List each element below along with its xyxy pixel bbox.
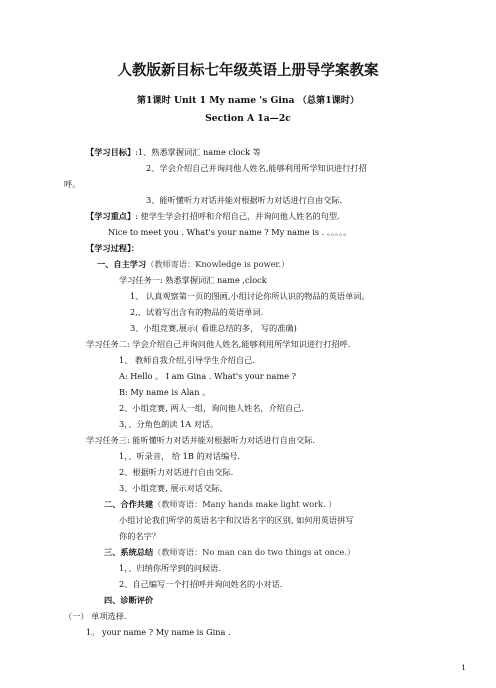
task2-item-3: B: My name is Alan 。 bbox=[119, 387, 211, 397]
focus-row bbox=[86, 211, 340, 222]
part2-head: 二、合作共建 bbox=[104, 499, 154, 509]
part1-note: （教师寄语：Knowledge is power.） bbox=[146, 259, 290, 269]
goal-3: 3、能听懂听力对话并能对根据听力对话进行自由交际. bbox=[146, 195, 343, 205]
part3-item-2: 2、自己编写一个打招呼并询问姓名的小对话. bbox=[119, 579, 283, 589]
part3-head: 三、系统总结 bbox=[104, 547, 154, 557]
focus-example: Nice to meet you . What's your name ? My name is . 。。。。。 bbox=[108, 227, 352, 237]
part2-body-1: 小组讨论我们所学的英语名字和汉语名字的区别, 如何用英语拼写 bbox=[119, 515, 354, 525]
task2-item-1: 1、 教师自我介绍,引导学生介绍自己. bbox=[119, 355, 255, 365]
goal-1: :1、熟悉掌握词汇 name clock 等 bbox=[135, 147, 261, 157]
task2-item-5: 3，、分角色朗读 1A 对话。 bbox=[119, 419, 219, 429]
part2-row bbox=[104, 499, 336, 510]
part2-note: （教师寄语：Many hands make light work. ） bbox=[153, 499, 337, 509]
part2-body-2: 你的名字？ bbox=[119, 531, 160, 541]
task1-item-1: 1、 认真观察第一页的图画,小组讨论你所认识的物品的英语单词。 bbox=[130, 291, 370, 301]
section-line: Section A 1a—2c bbox=[205, 113, 291, 124]
task3-item-3: 3、小组竞赛, 展示对话交际。 bbox=[119, 483, 228, 493]
part3-item-1: 1，、归纳你所学到的问候语. bbox=[119, 563, 221, 573]
focus-text: : 使学生学会打招呼和介绍自己，并询问他人姓名的句型. bbox=[135, 211, 340, 221]
task1-item-3: 3、小组竞赛,展示( 看谁总结的多， 写的准确) bbox=[130, 323, 297, 333]
task2-item-2: A: Hello 。 I am Gina . What's your name ? bbox=[119, 371, 297, 381]
task1-title: 学习任务一: 熟悉掌握词汇 name ,clock bbox=[119, 275, 267, 285]
part1-row bbox=[97, 259, 289, 270]
goals-row bbox=[86, 147, 261, 158]
part4-head: 四、诊断评价 bbox=[104, 595, 154, 605]
focus-label: 【学习重点】 bbox=[86, 211, 136, 221]
page-number: 1 bbox=[461, 663, 466, 672]
task2-item-4: 2、小组竞赛, 两人一组，询问他人姓名，介绍自己. bbox=[119, 403, 304, 413]
task3-title: 学习任务三: 能听懂听力对话并能对根据听力对话进行自由交际. bbox=[86, 435, 316, 445]
goal-2-cont: 呼。 bbox=[64, 179, 81, 189]
task1-item-2: 2,、试着写出含有的物品的英语单词. bbox=[130, 307, 264, 317]
lesson-line: 第1课时 Unit 1 My name 's Gina （总第1课时） bbox=[136, 95, 360, 106]
part1-head: 一、自主学习 bbox=[97, 259, 147, 269]
part3-row bbox=[104, 547, 355, 558]
task2-title: 学习任务二: 学会介绍自己并询问他人姓名,能够利用所学知识进行打招呼. bbox=[86, 339, 351, 349]
exercise-q1: 1。 your name ? My name is Gina . bbox=[86, 627, 231, 637]
goals-label: 【学习目标】 bbox=[86, 147, 136, 157]
doc-title: 人教版新目标七年级英语上册导学案教案 bbox=[117, 62, 379, 79]
goal-2: 2、学会介绍自己并询问他人姓名,能够利用所学知识进行打招 bbox=[146, 163, 367, 173]
process-label: 【学习过程】： bbox=[86, 243, 140, 253]
task3-item-1: 1，、听录音， 给 1B 的对话编号. bbox=[119, 451, 240, 461]
task3-item-2: 2、根据听力对话进行自由交际. bbox=[119, 467, 234, 477]
part3-note: （教师寄语：No man can do two things at once.） bbox=[153, 547, 356, 557]
exercise-head: （一） 单项选择. bbox=[64, 611, 127, 621]
